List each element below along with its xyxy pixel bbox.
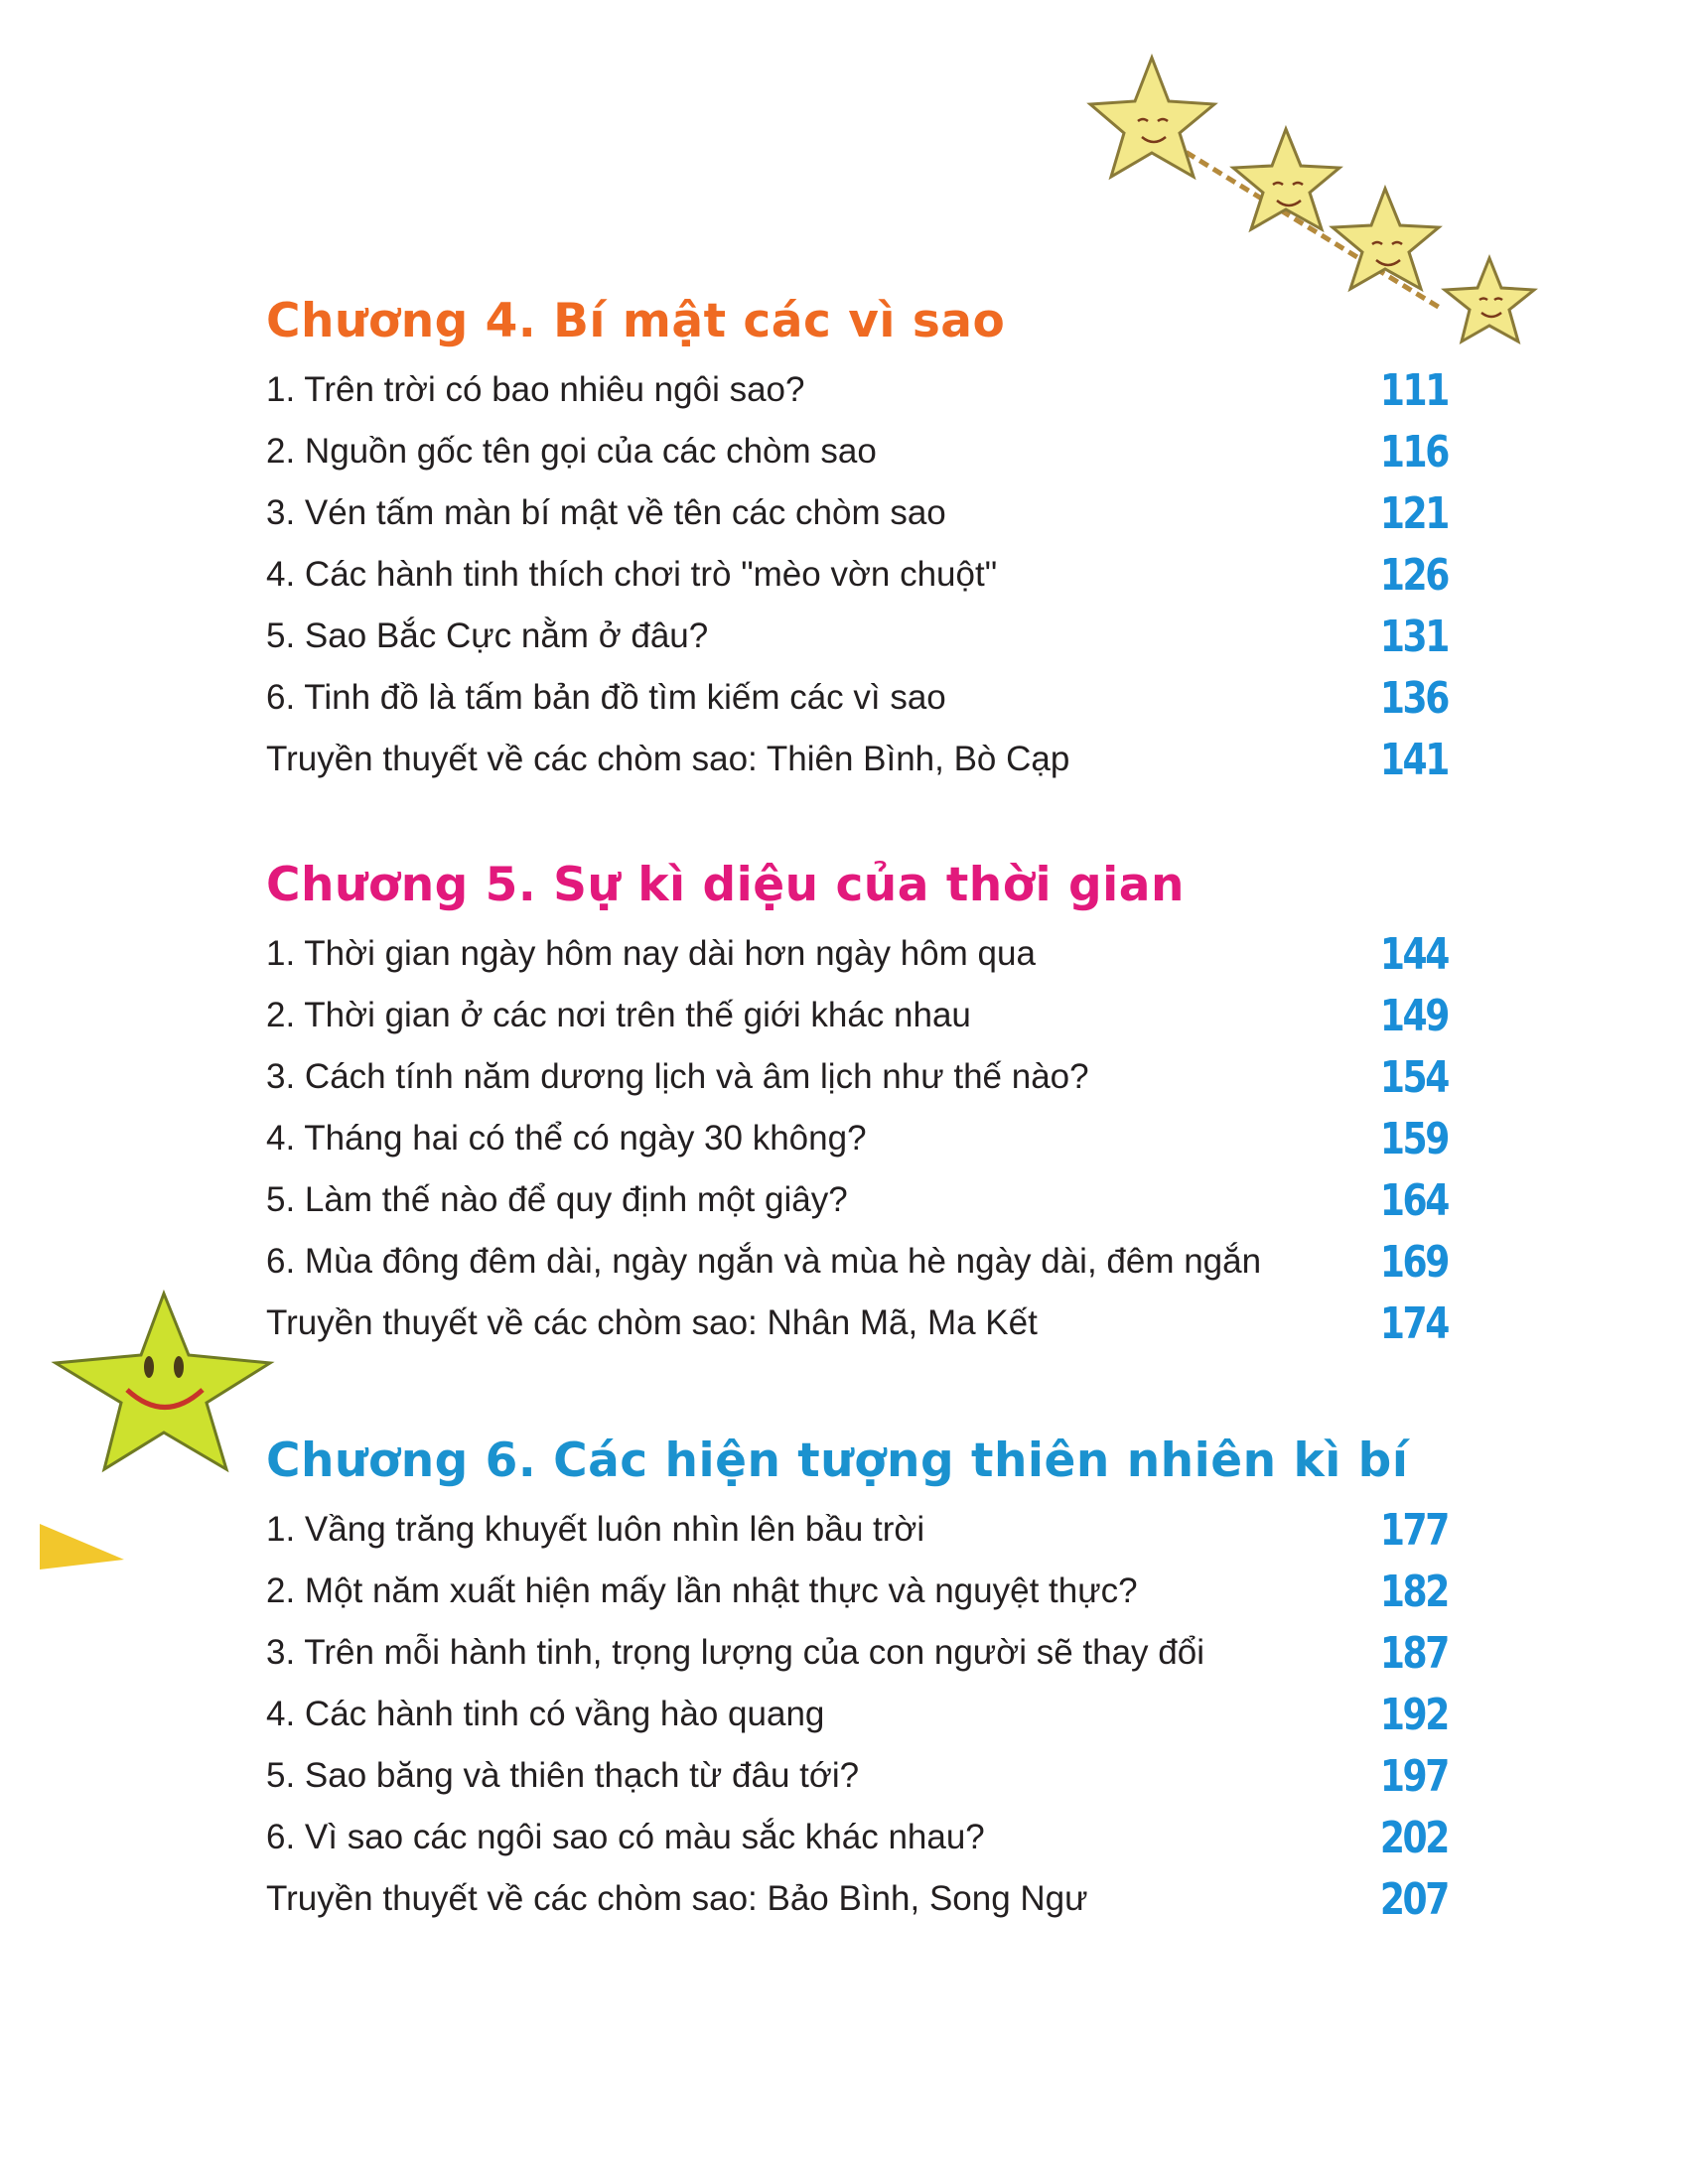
toc-entry-title: 1. Trên trời có bao nhiêu ngôi sao? bbox=[266, 370, 805, 409]
smiling-star-icon bbox=[50, 1286, 278, 1474]
toc-entry[interactable] bbox=[266, 1868, 1448, 1930]
toc-entry-page: 202 bbox=[1380, 1812, 1448, 1863]
toc-entry-title: 5. Sao băng và thiên thạch từ đâu tới? bbox=[266, 1756, 860, 1795]
toc-entry-page: 197 bbox=[1380, 1750, 1448, 1802]
toc-entry-title: 2. Nguồn gốc tên gọi của các chòm sao bbox=[266, 432, 877, 471]
toc-entry-title: 5. Làm thế nào để quy định một giây? bbox=[266, 1180, 848, 1219]
toc-entry-title: 4. Các hành tinh thích chơi trò "mèo vờn chuột" bbox=[266, 555, 998, 594]
toc-entry-page: 121 bbox=[1380, 487, 1448, 539]
toc-entry-page: 149 bbox=[1380, 990, 1448, 1041]
chapter-4-section bbox=[266, 290, 1448, 790]
toc-entry-title: 3. Cách tính năm dương lịch và âm lịch như thế nào? bbox=[266, 1057, 1089, 1096]
toc-entry[interactable] bbox=[266, 1108, 1448, 1169]
toc-entry-title: 4. Các hành tinh có vầng hào quang bbox=[266, 1695, 825, 1733]
toc-entry-page: 144 bbox=[1380, 928, 1448, 980]
toc-entry-page: 159 bbox=[1380, 1113, 1448, 1164]
star-tip-icon bbox=[40, 1524, 124, 1573]
toc-entry[interactable] bbox=[266, 1807, 1448, 1868]
toc-entry[interactable] bbox=[266, 1231, 1448, 1293]
toc-entry-page: 187 bbox=[1380, 1627, 1448, 1679]
toc-entry-title: 1. Thời gian ngày hôm nay dài hơn ngày hôm qua bbox=[266, 934, 1036, 973]
toc-entry-title: Truyền thuyết về các chòm sao: Thiên Bình, Bò Cạp bbox=[266, 740, 1070, 778]
toc-entry[interactable] bbox=[266, 1499, 1448, 1561]
toc-entry-page: 116 bbox=[1380, 426, 1448, 478]
toc-entry-page: 169 bbox=[1380, 1236, 1448, 1288]
toc-entry-title: 3. Trên mỗi hành tinh, trọng lượng của con người sẽ thay đổi bbox=[266, 1633, 1204, 1672]
toc-entry-page: 111 bbox=[1380, 364, 1448, 416]
toc-entry-title: 1. Vầng trăng khuyết luôn nhìn lên bầu trời bbox=[266, 1510, 925, 1549]
toc-entry-page: 154 bbox=[1380, 1051, 1448, 1103]
toc-entry-title: 3. Vén tấm màn bí mật về tên các chòm sao bbox=[266, 493, 946, 532]
toc-entry-page: 136 bbox=[1380, 672, 1448, 724]
toc-entry-page: 182 bbox=[1380, 1566, 1448, 1617]
toc-entry[interactable] bbox=[266, 421, 1448, 482]
toc-entry[interactable] bbox=[266, 482, 1448, 544]
toc-entry[interactable] bbox=[266, 1293, 1448, 1354]
toc-entry-page: 174 bbox=[1380, 1297, 1448, 1349]
toc-entry[interactable] bbox=[266, 1622, 1448, 1684]
toc-entry-title: 6. Vì sao các ngôi sao có màu sắc khác nhau? bbox=[266, 1818, 985, 1856]
toc-entry-title: Truyền thuyết về các chòm sao: Nhân Mã, Ma Kết bbox=[266, 1303, 1038, 1342]
chapter-5-title: Chương 5. Sự kì diệu của thời gian bbox=[266, 858, 1185, 912]
toc-entry-page: 131 bbox=[1380, 611, 1448, 662]
toc-entry[interactable] bbox=[266, 985, 1448, 1046]
toc-entry[interactable] bbox=[266, 1169, 1448, 1231]
toc-entry-title: 2. Một năm xuất hiện mấy lần nhật thực và nguyệt thực? bbox=[266, 1571, 1138, 1610]
toc-entry-title: 6. Tinh đồ là tấm bản đồ tìm kiếm các vì sao bbox=[266, 678, 946, 717]
toc-entry[interactable] bbox=[266, 1684, 1448, 1745]
chapter-6-section bbox=[266, 1430, 1448, 1930]
toc-entry-page: 177 bbox=[1380, 1504, 1448, 1556]
chapter-4-title: Chương 4. Bí mật các vì sao bbox=[266, 294, 1006, 348]
toc-entry-page: 126 bbox=[1380, 549, 1448, 601]
toc-entry-title: 4. Tháng hai có thể có ngày 30 không? bbox=[266, 1119, 867, 1158]
toc-entry-title: 2. Thời gian ở các nơi trên thế giới khác nhau bbox=[266, 996, 971, 1034]
toc-entry-title: 6. Mùa đông đêm dài, ngày ngắn và mùa hè ngày dài, đêm ngắn bbox=[266, 1242, 1262, 1281]
chapter-6-title: Chương 6. Các hiện tượng thiên nhiên kì bí bbox=[266, 1433, 1409, 1488]
toc-entry-page: 192 bbox=[1380, 1689, 1448, 1740]
toc-entry-title: 5. Sao Bắc Cực nằm ở đâu? bbox=[266, 616, 709, 655]
toc-entry[interactable] bbox=[266, 1046, 1448, 1108]
chapter-5-section bbox=[266, 854, 1448, 1354]
toc-entry-page: 207 bbox=[1380, 1873, 1448, 1925]
toc-entry[interactable] bbox=[266, 1561, 1448, 1622]
toc-entry[interactable] bbox=[266, 544, 1448, 606]
toc-entry[interactable] bbox=[266, 667, 1448, 729]
toc-entry-page: 164 bbox=[1380, 1174, 1448, 1226]
toc-entry[interactable] bbox=[266, 923, 1448, 985]
toc-entry[interactable] bbox=[266, 1745, 1448, 1807]
toc-entry-title: Truyền thuyết về các chòm sao: Bảo Bình, Song Ngư bbox=[266, 1879, 1088, 1918]
toc-entry[interactable] bbox=[266, 606, 1448, 667]
toc-entry[interactable] bbox=[266, 359, 1448, 421]
toc-entry-page: 141 bbox=[1380, 734, 1448, 785]
toc-entry[interactable] bbox=[266, 729, 1448, 790]
